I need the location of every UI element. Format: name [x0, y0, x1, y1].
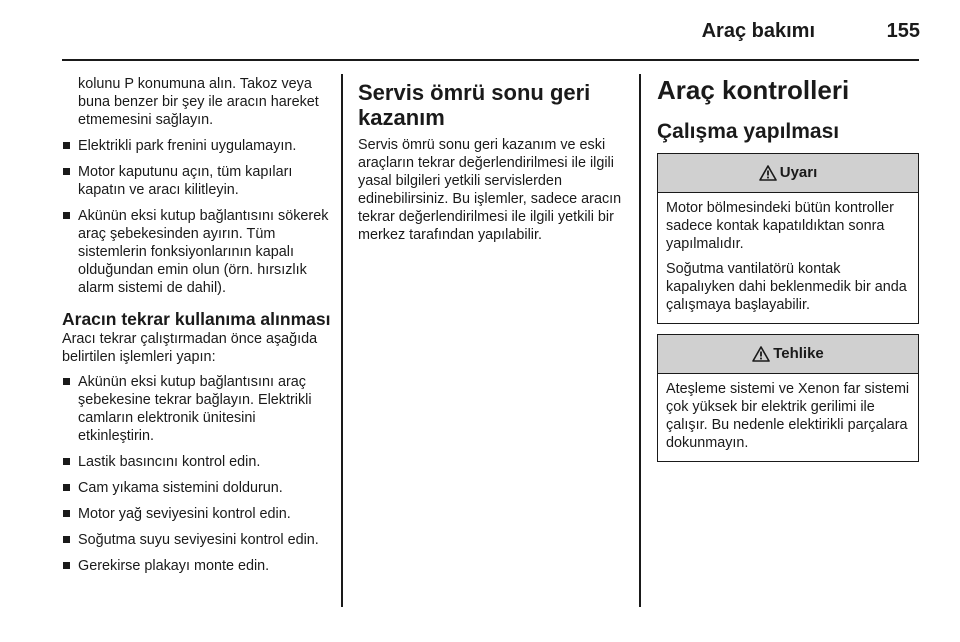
danger-header — [658, 335, 918, 374]
warning-text: Soğutma vantilatörü kontak kapalıyken dahi beklenmedik bir anda çalışmaya başlayabilir. — [666, 261, 907, 313]
danger-title: Tehlike — [773, 345, 824, 362]
section-heading: Servis ömrü sonu geri kazanım — [358, 80, 591, 130]
column-divider — [639, 74, 641, 607]
page-header-title: Araç bakımı — [701, 20, 815, 42]
section-heading: Çalışma yapılması — [657, 120, 840, 143]
warning-text: Motor bölmesindeki bütün kontroller sadece kontak kapatıldıktan sonra yapılmalıdır. — [666, 200, 894, 252]
section-paragraph: Servis ömrü sonu geri kazanım ve eski araçların tekrar değerlendirilmesi ile ilgili yasal bilgileri yetkili servislerden edinebilirsiniz. Bu işlemler, sadece aracın tekrar değerlendirilmesi ile ilgili yetkili bir merkez tarafından yapılabilir. — [358, 137, 622, 243]
list-item: Gerekirse plakayı monte edin. — [62, 557, 334, 575]
list-item: Lastik basıncını kontrol edin. — [62, 453, 334, 471]
bullet-list — [62, 137, 334, 297]
list-item: Elektrikli park frenini uygulamayın. — [62, 137, 334, 155]
section-paragraph: Aracı tekrar çalıştırmadan önce aşağıda belirtilen işlemleri yapın: — [62, 331, 318, 365]
section-heading: Aracın tekrar kullanıma alınması — [62, 309, 331, 329]
danger-box — [657, 334, 919, 462]
warning-triangle-icon — [752, 346, 770, 362]
chapter-heading: Araç kontrolleri — [657, 75, 850, 105]
warning-box — [657, 153, 919, 324]
column-middle — [358, 80, 630, 244]
column-left — [62, 75, 334, 575]
list-item: Motor kaputunu açın, tüm kapıları kapatın ve aracı kilitleyin. — [62, 163, 334, 199]
list-item: Soğutma suyu seviyesini kontrol edin. — [62, 531, 334, 549]
intro-paragraph: kolunu P konumuna alın. Takoz veya buna benzer bir şey ile aracın hareket etmemesini sağlayın. — [78, 76, 319, 128]
warning-body — [658, 193, 918, 323]
warning-triangle-icon — [759, 165, 777, 181]
column-right — [657, 75, 919, 472]
header-divider — [62, 59, 919, 61]
list-item: Cam yıkama sistemini doldurun. — [62, 479, 334, 497]
page-number: 155 — [886, 20, 920, 42]
danger-text: Ateşleme sistemi ve Xenon far sistemi çok yüksek bir elektrik gerilimi ile çalışır. Bu nedenle elektirikli parçalara dokunmayın. — [666, 381, 910, 451]
bullet-list — [62, 373, 334, 575]
warning-header — [658, 154, 918, 193]
danger-body — [658, 374, 918, 461]
list-item: Motor yağ seviyesini kontrol edin. — [62, 505, 334, 523]
list-item: Akünün eksi kutup bağlantısını araç şebekesine tekrar bağlayın. Elektrikli camların elektronik ünitesini etkinleştirin. — [62, 373, 334, 445]
list-item: Akünün eksi kutup bağlantısını sökerek araç şebekesinden ayırın. Tüm sistemlerin fonksiyonlarının kapalı olduğundan emin olun (örn. hırsızlık alarm sistemi de dahil). — [62, 207, 334, 297]
warning-title: Uyarı — [779, 164, 818, 181]
column-divider — [341, 74, 343, 607]
